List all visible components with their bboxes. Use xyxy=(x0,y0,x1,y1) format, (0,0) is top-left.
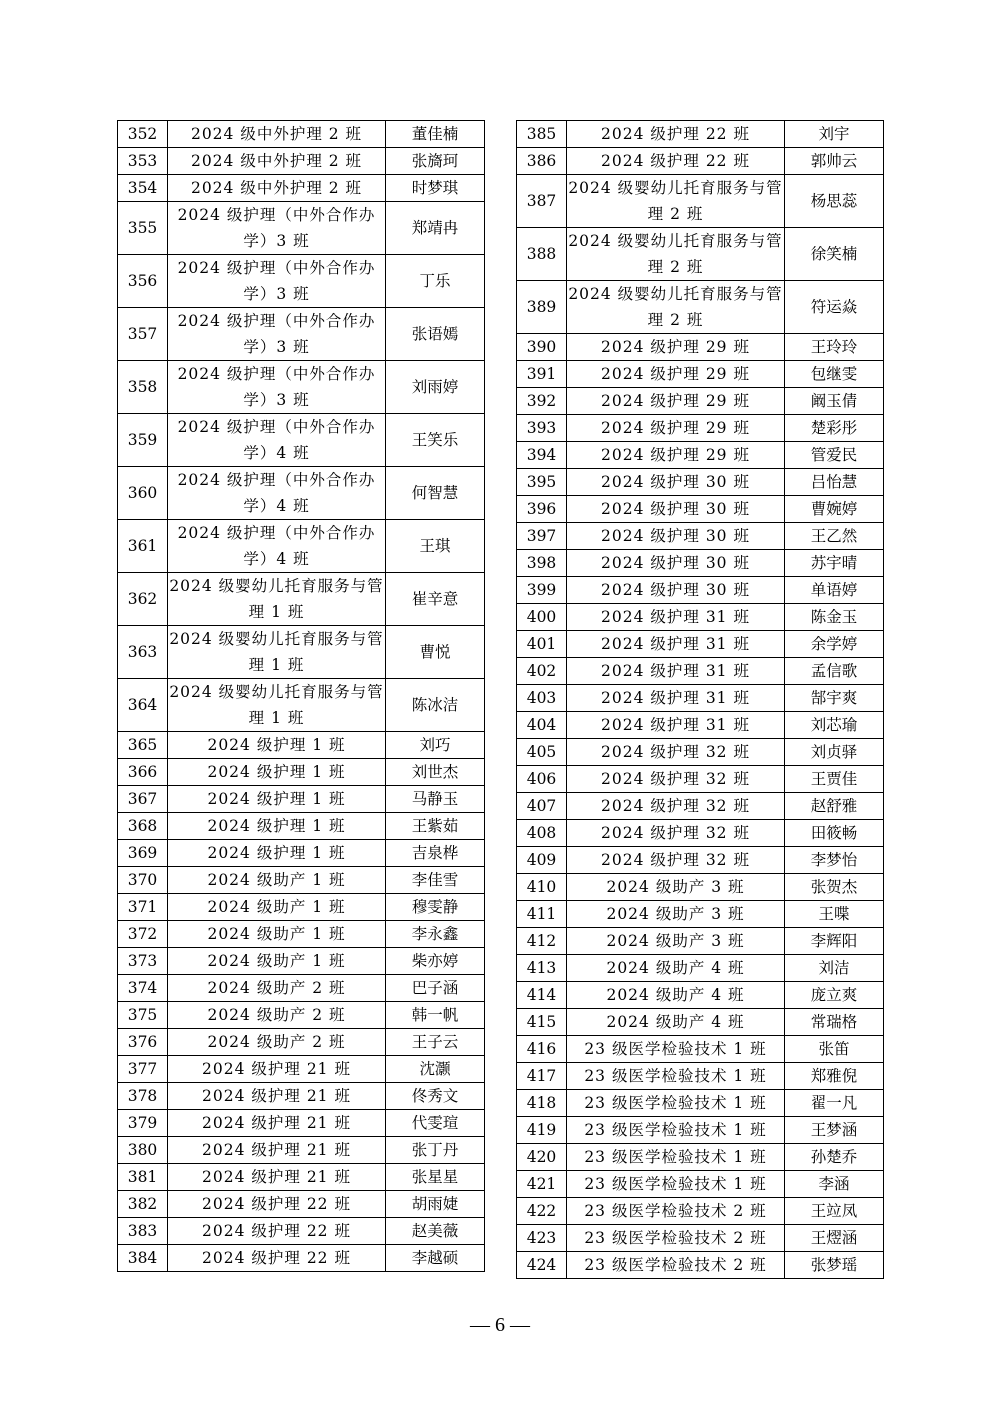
student-name: 郑雅倪 xyxy=(785,1063,884,1090)
row-number: 353 xyxy=(118,148,168,175)
table-row xyxy=(517,685,884,712)
class-name: 2024 级护理 22 班 xyxy=(567,148,785,175)
table-row xyxy=(118,148,485,175)
row-number: 414 xyxy=(517,982,567,1009)
table-row xyxy=(118,175,485,202)
table-row xyxy=(517,901,884,928)
student-name: 郑靖冉 xyxy=(386,202,485,255)
class-name: 2024 级护理 1 班 xyxy=(168,840,386,867)
roster-table-left xyxy=(117,120,485,1272)
class-name: 2024 级护理 29 班 xyxy=(567,334,785,361)
row-number: 398 xyxy=(517,550,567,577)
student-name: 王熤涵 xyxy=(785,1225,884,1252)
student-name: 王乙然 xyxy=(785,523,884,550)
table-row xyxy=(517,1144,884,1171)
class-name: 2024 级助产 2 班 xyxy=(168,975,386,1002)
student-name: 苏宇晴 xyxy=(785,550,884,577)
table-row xyxy=(118,894,485,921)
row-number: 406 xyxy=(517,766,567,793)
class-name: 2024 级护理（中外合作办学）4 班 xyxy=(168,467,386,520)
row-number: 355 xyxy=(118,202,168,255)
table-row xyxy=(517,928,884,955)
row-number: 403 xyxy=(517,685,567,712)
row-number: 386 xyxy=(517,148,567,175)
table-row xyxy=(517,1063,884,1090)
class-name: 23 级医学检验技术 2 班 xyxy=(567,1198,785,1225)
class-name: 2024 级护理（中外合作办学）3 班 xyxy=(168,308,386,361)
class-name: 2024 级护理 32 班 xyxy=(567,739,785,766)
row-number: 392 xyxy=(517,388,567,415)
table-row xyxy=(517,496,884,523)
row-number: 370 xyxy=(118,867,168,894)
student-name: 包继雯 xyxy=(785,361,884,388)
row-number: 367 xyxy=(118,786,168,813)
class-name: 2024 级护理 31 班 xyxy=(567,685,785,712)
row-number: 388 xyxy=(517,228,567,281)
row-number: 352 xyxy=(118,121,168,148)
student-name: 王笑乐 xyxy=(386,414,485,467)
student-name: 刘贞驿 xyxy=(785,739,884,766)
row-number: 354 xyxy=(118,175,168,202)
class-name: 2024 级护理 31 班 xyxy=(567,658,785,685)
class-name: 23 级医学检验技术 1 班 xyxy=(567,1171,785,1198)
row-number: 373 xyxy=(118,948,168,975)
student-name: 孙楚乔 xyxy=(785,1144,884,1171)
class-name: 2024 级婴幼儿托育服务与管理 2 班 xyxy=(567,281,785,334)
row-number: 422 xyxy=(517,1198,567,1225)
student-name: 李涵 xyxy=(785,1171,884,1198)
table-row xyxy=(118,1218,485,1245)
roster-table-left-body xyxy=(118,121,485,1272)
class-name: 2024 级婴幼儿托育服务与管理 2 班 xyxy=(567,175,785,228)
class-name: 23 级医学检验技术 1 班 xyxy=(567,1117,785,1144)
student-name: 代雯瑄 xyxy=(386,1110,485,1137)
row-number: 358 xyxy=(118,361,168,414)
class-name: 2024 级护理 22 班 xyxy=(567,121,785,148)
table-row xyxy=(118,948,485,975)
table-row xyxy=(517,1009,884,1036)
table-row xyxy=(517,874,884,901)
class-name: 2024 级助产 1 班 xyxy=(168,894,386,921)
row-number: 394 xyxy=(517,442,567,469)
table-row xyxy=(517,523,884,550)
class-name: 2024 级护理 30 班 xyxy=(567,523,785,550)
class-name: 2024 级护理 31 班 xyxy=(567,712,785,739)
class-name: 2024 级护理 30 班 xyxy=(567,469,785,496)
class-name: 2024 级助产 3 班 xyxy=(567,901,785,928)
row-number: 400 xyxy=(517,604,567,631)
student-name: 楚彩彤 xyxy=(785,415,884,442)
table-row xyxy=(517,577,884,604)
class-name: 2024 级婴幼儿托育服务与管理 1 班 xyxy=(168,573,386,626)
class-name: 2024 级护理 30 班 xyxy=(567,577,785,604)
class-name: 2024 级助产 1 班 xyxy=(168,867,386,894)
row-number: 372 xyxy=(118,921,168,948)
table-row xyxy=(517,148,884,175)
table-row xyxy=(517,955,884,982)
class-name: 2024 级护理 21 班 xyxy=(168,1110,386,1137)
row-number: 365 xyxy=(118,732,168,759)
table-row xyxy=(118,1002,485,1029)
student-name: 巴子涵 xyxy=(386,975,485,1002)
class-name: 2024 级护理 32 班 xyxy=(567,793,785,820)
student-name: 韩一帆 xyxy=(386,1002,485,1029)
student-name: 李永鑫 xyxy=(386,921,485,948)
table-row xyxy=(118,467,485,520)
row-number: 424 xyxy=(517,1252,567,1279)
class-name: 2024 级助产 4 班 xyxy=(567,955,785,982)
row-number: 411 xyxy=(517,901,567,928)
student-name: 田筱畅 xyxy=(785,820,884,847)
table-row xyxy=(517,604,884,631)
roster-table-right xyxy=(516,120,884,1279)
class-name: 23 级医学检验技术 2 班 xyxy=(567,1225,785,1252)
row-number: 397 xyxy=(517,523,567,550)
class-name: 2024 级助产 4 班 xyxy=(567,1009,785,1036)
table-row xyxy=(517,388,884,415)
row-number: 407 xyxy=(517,793,567,820)
student-name: 李辉阳 xyxy=(785,928,884,955)
table-row xyxy=(118,867,485,894)
table-row xyxy=(118,361,485,414)
row-number: 423 xyxy=(517,1225,567,1252)
row-number: 385 xyxy=(517,121,567,148)
student-name: 余学婷 xyxy=(785,631,884,658)
row-number: 364 xyxy=(118,679,168,732)
table-row xyxy=(118,1110,485,1137)
row-number: 416 xyxy=(517,1036,567,1063)
student-name: 吕怡慧 xyxy=(785,469,884,496)
class-name: 2024 级护理（中外合作办学）4 班 xyxy=(168,520,386,573)
student-name: 阚玉倩 xyxy=(785,388,884,415)
table-row xyxy=(118,786,485,813)
class-name: 2024 级护理 32 班 xyxy=(567,820,785,847)
class-name: 2024 级护理 22 班 xyxy=(168,1191,386,1218)
table-row xyxy=(118,414,485,467)
class-name: 2024 级护理 32 班 xyxy=(567,766,785,793)
class-name: 2024 级护理 30 班 xyxy=(567,550,785,577)
student-name: 张星星 xyxy=(386,1164,485,1191)
table-row xyxy=(118,626,485,679)
student-name: 王梦涵 xyxy=(785,1117,884,1144)
table-row xyxy=(118,1137,485,1164)
row-number: 405 xyxy=(517,739,567,766)
class-name: 2024 级护理 21 班 xyxy=(168,1164,386,1191)
class-name: 2024 级护理 21 班 xyxy=(168,1083,386,1110)
row-number: 417 xyxy=(517,1063,567,1090)
student-name: 王玲玲 xyxy=(785,334,884,361)
class-name: 2024 级护理（中外合作办学）3 班 xyxy=(168,202,386,255)
class-name: 2024 级护理 29 班 xyxy=(567,415,785,442)
student-name: 常瑞格 xyxy=(785,1009,884,1036)
row-number: 390 xyxy=(517,334,567,361)
row-number: 401 xyxy=(517,631,567,658)
class-name: 2024 级中外护理 2 班 xyxy=(168,121,386,148)
student-name: 赵舒雅 xyxy=(785,793,884,820)
class-name: 23 级医学检验技术 2 班 xyxy=(567,1252,785,1279)
row-number: 384 xyxy=(118,1245,168,1272)
student-name: 何智慧 xyxy=(386,467,485,520)
class-name: 2024 级护理 29 班 xyxy=(567,442,785,469)
row-number: 376 xyxy=(118,1029,168,1056)
table-row xyxy=(118,308,485,361)
row-number: 371 xyxy=(118,894,168,921)
table-row xyxy=(517,847,884,874)
row-number: 375 xyxy=(118,1002,168,1029)
student-name: 刘雨婷 xyxy=(386,361,485,414)
student-name: 吉泉桦 xyxy=(386,840,485,867)
class-name: 2024 级护理 1 班 xyxy=(168,759,386,786)
class-name: 2024 级中外护理 2 班 xyxy=(168,175,386,202)
student-name: 张语嫣 xyxy=(386,308,485,361)
student-name: 李佳雪 xyxy=(386,867,485,894)
table-row xyxy=(118,813,485,840)
student-name: 王喋 xyxy=(785,901,884,928)
row-number: 380 xyxy=(118,1137,168,1164)
student-name: 刘洁 xyxy=(785,955,884,982)
student-name: 符运焱 xyxy=(785,281,884,334)
student-name: 管爱民 xyxy=(785,442,884,469)
student-name: 李越硕 xyxy=(386,1245,485,1272)
student-name: 曹婉婷 xyxy=(785,496,884,523)
row-number: 366 xyxy=(118,759,168,786)
class-name: 2024 级护理 29 班 xyxy=(567,388,785,415)
row-number: 377 xyxy=(118,1056,168,1083)
table-row xyxy=(517,1090,884,1117)
class-name: 23 级医学检验技术 1 班 xyxy=(567,1090,785,1117)
row-number: 378 xyxy=(118,1083,168,1110)
row-number: 412 xyxy=(517,928,567,955)
class-name: 2024 级助产 1 班 xyxy=(168,948,386,975)
student-name: 马静玉 xyxy=(386,786,485,813)
class-name: 2024 级护理（中外合作办学）3 班 xyxy=(168,255,386,308)
table-row xyxy=(517,469,884,496)
class-name: 2024 级婴幼儿托育服务与管理 1 班 xyxy=(168,626,386,679)
student-name: 胡雨婕 xyxy=(386,1191,485,1218)
class-name: 2024 级护理 22 班 xyxy=(168,1218,386,1245)
student-name: 时梦琪 xyxy=(386,175,485,202)
row-number: 420 xyxy=(517,1144,567,1171)
row-number: 408 xyxy=(517,820,567,847)
table-row xyxy=(517,1036,884,1063)
table-row xyxy=(517,1198,884,1225)
class-name: 2024 级护理 32 班 xyxy=(567,847,785,874)
table-row xyxy=(517,1117,884,1144)
table-row xyxy=(517,766,884,793)
table-row xyxy=(118,1083,485,1110)
student-name: 王竝凤 xyxy=(785,1198,884,1225)
roster-table-right-body xyxy=(517,121,884,1279)
student-name: 丁乐 xyxy=(386,255,485,308)
student-name: 王子云 xyxy=(386,1029,485,1056)
table-row xyxy=(118,520,485,573)
student-name: 陈金玉 xyxy=(785,604,884,631)
student-name: 庞立爽 xyxy=(785,982,884,1009)
table-row xyxy=(517,1171,884,1198)
row-number: 395 xyxy=(517,469,567,496)
student-name: 穆雯静 xyxy=(386,894,485,921)
row-number: 362 xyxy=(118,573,168,626)
class-name: 2024 级护理 1 班 xyxy=(168,732,386,759)
class-name: 2024 级中外护理 2 班 xyxy=(168,148,386,175)
table-row xyxy=(118,840,485,867)
row-number: 369 xyxy=(118,840,168,867)
row-number: 382 xyxy=(118,1191,168,1218)
table-row xyxy=(118,1056,485,1083)
row-number: 383 xyxy=(118,1218,168,1245)
table-row xyxy=(118,121,485,148)
row-number: 421 xyxy=(517,1171,567,1198)
class-name: 23 级医学检验技术 1 班 xyxy=(567,1144,785,1171)
row-number: 391 xyxy=(517,361,567,388)
table-row xyxy=(517,361,884,388)
table-row xyxy=(118,255,485,308)
student-name: 沈灏 xyxy=(386,1056,485,1083)
table-row xyxy=(517,415,884,442)
table-row xyxy=(517,1252,884,1279)
student-name: 张梦瑶 xyxy=(785,1252,884,1279)
row-number: 357 xyxy=(118,308,168,361)
class-name: 2024 级护理（中外合作办学）4 班 xyxy=(168,414,386,467)
table-row xyxy=(517,442,884,469)
class-name: 2024 级婴幼儿托育服务与管理 1 班 xyxy=(168,679,386,732)
student-name: 刘巧 xyxy=(386,732,485,759)
class-name: 2024 级护理 21 班 xyxy=(168,1137,386,1164)
student-name: 陈冰洁 xyxy=(386,679,485,732)
table-row xyxy=(118,732,485,759)
table-row xyxy=(118,1191,485,1218)
student-name: 王贾佳 xyxy=(785,766,884,793)
class-name: 2024 级护理 29 班 xyxy=(567,361,785,388)
table-row xyxy=(517,982,884,1009)
class-name: 23 级医学检验技术 1 班 xyxy=(567,1063,785,1090)
row-number: 389 xyxy=(517,281,567,334)
class-name: 2024 级助产 2 班 xyxy=(168,1029,386,1056)
student-name: 王琪 xyxy=(386,520,485,573)
table-row xyxy=(517,334,884,361)
row-number: 399 xyxy=(517,577,567,604)
table-row xyxy=(517,550,884,577)
table-row xyxy=(118,1245,485,1272)
table-row xyxy=(118,1164,485,1191)
student-name: 单语婷 xyxy=(785,577,884,604)
table-row xyxy=(517,658,884,685)
class-name: 2024 级护理 22 班 xyxy=(168,1245,386,1272)
row-number: 402 xyxy=(517,658,567,685)
table-row xyxy=(118,921,485,948)
row-number: 374 xyxy=(118,975,168,1002)
table-row xyxy=(517,175,884,228)
table-row xyxy=(118,202,485,255)
class-name: 2024 级护理 30 班 xyxy=(567,496,785,523)
class-name: 2024 级护理（中外合作办学）3 班 xyxy=(168,361,386,414)
table-row xyxy=(517,739,884,766)
student-name: 曹悦 xyxy=(386,626,485,679)
row-number: 387 xyxy=(517,175,567,228)
row-number: 356 xyxy=(118,255,168,308)
table-row xyxy=(118,1029,485,1056)
student-name: 郭帅云 xyxy=(785,148,884,175)
table-row xyxy=(517,712,884,739)
row-number: 360 xyxy=(118,467,168,520)
row-number: 404 xyxy=(517,712,567,739)
table-row xyxy=(118,975,485,1002)
row-number: 363 xyxy=(118,626,168,679)
table-row xyxy=(118,573,485,626)
row-number: 410 xyxy=(517,874,567,901)
class-name: 2024 级护理 21 班 xyxy=(168,1056,386,1083)
row-number: 361 xyxy=(118,520,168,573)
student-name: 崔辛意 xyxy=(386,573,485,626)
student-name: 佟秀文 xyxy=(386,1083,485,1110)
row-number: 396 xyxy=(517,496,567,523)
student-name: 孟信歌 xyxy=(785,658,884,685)
student-name: 刘世杰 xyxy=(386,759,485,786)
table-row xyxy=(517,1225,884,1252)
class-name: 23 级医学检验技术 1 班 xyxy=(567,1036,785,1063)
row-number: 379 xyxy=(118,1110,168,1137)
student-name: 郜宇爽 xyxy=(785,685,884,712)
table-row xyxy=(118,759,485,786)
student-name: 张笛 xyxy=(785,1036,884,1063)
table-row xyxy=(517,631,884,658)
student-name: 杨思蕊 xyxy=(785,175,884,228)
table-row xyxy=(517,121,884,148)
table-row xyxy=(517,820,884,847)
student-name: 赵美薇 xyxy=(386,1218,485,1245)
class-name: 2024 级护理 31 班 xyxy=(567,604,785,631)
row-number: 419 xyxy=(517,1117,567,1144)
student-name: 董佳楠 xyxy=(386,121,485,148)
class-name: 2024 级助产 3 班 xyxy=(567,928,785,955)
student-name: 张贺杰 xyxy=(785,874,884,901)
class-name: 2024 级助产 1 班 xyxy=(168,921,386,948)
row-number: 368 xyxy=(118,813,168,840)
row-number: 409 xyxy=(517,847,567,874)
student-name: 张丁丹 xyxy=(386,1137,485,1164)
row-number: 381 xyxy=(118,1164,168,1191)
student-name: 李梦怡 xyxy=(785,847,884,874)
student-name: 张旖珂 xyxy=(386,148,485,175)
page-number: — 6 — xyxy=(470,1314,530,1336)
row-number: 359 xyxy=(118,414,168,467)
class-name: 2024 级护理 1 班 xyxy=(168,786,386,813)
table-row xyxy=(517,793,884,820)
row-number: 415 xyxy=(517,1009,567,1036)
table-row xyxy=(118,679,485,732)
student-name: 刘宇 xyxy=(785,121,884,148)
class-name: 2024 级助产 4 班 xyxy=(567,982,785,1009)
table-row xyxy=(517,281,884,334)
class-name: 2024 级护理 31 班 xyxy=(567,631,785,658)
class-name: 2024 级助产 2 班 xyxy=(168,1002,386,1029)
row-number: 413 xyxy=(517,955,567,982)
class-name: 2024 级护理 1 班 xyxy=(168,813,386,840)
table-row xyxy=(517,228,884,281)
row-number: 393 xyxy=(517,415,567,442)
class-name: 2024 级婴幼儿托育服务与管理 2 班 xyxy=(567,228,785,281)
student-name: 柴亦婷 xyxy=(386,948,485,975)
student-name: 翟一凡 xyxy=(785,1090,884,1117)
student-name: 徐笑楠 xyxy=(785,228,884,281)
class-name: 2024 级助产 3 班 xyxy=(567,874,785,901)
row-number: 418 xyxy=(517,1090,567,1117)
student-name: 刘芯瑜 xyxy=(785,712,884,739)
student-name: 王紫茹 xyxy=(386,813,485,840)
